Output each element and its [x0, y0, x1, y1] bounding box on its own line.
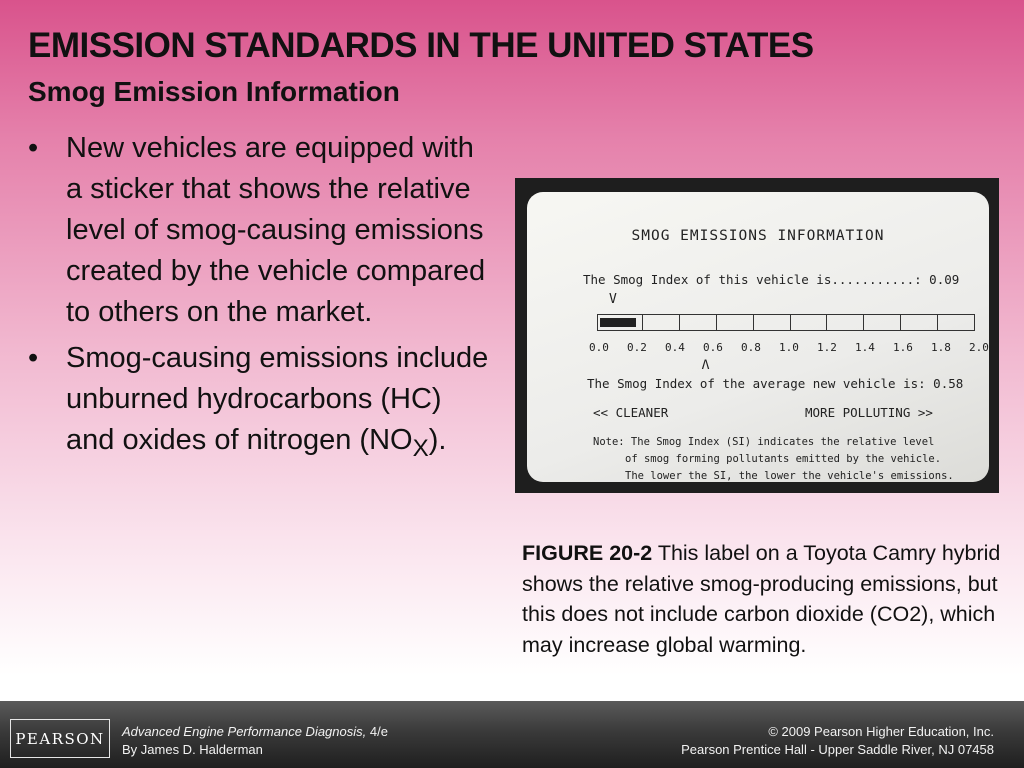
- smog-index-line: The Smog Index of this vehicle is...........: 0.09: [583, 272, 960, 287]
- footer-copyright: [681, 723, 994, 759]
- scale-segment: [901, 314, 938, 331]
- scale-tick: 0.6: [703, 341, 723, 354]
- smog-label-title: SMOG EMISSIONS INFORMATION: [631, 228, 885, 244]
- footer-bar: [0, 701, 1024, 768]
- footer-book-info: [122, 723, 388, 759]
- average-marker: Λ: [701, 358, 710, 373]
- vehicle-marker: V: [609, 292, 617, 307]
- scale-segment: [938, 314, 975, 331]
- figure-caption: [522, 538, 1002, 660]
- bullet-list: [28, 128, 498, 474]
- bullet-text-end: ).: [428, 424, 447, 456]
- bullet-text: New vehicles are equipped with a sticker that shows the relative level of smog-causing emissions created by the vehicle compared to others on the market.: [66, 132, 486, 328]
- book-title-line: [122, 723, 388, 741]
- scale-tick: 0.2: [627, 341, 647, 354]
- copyright-line: © 2009 Pearson Higher Education, Inc.: [768, 724, 994, 739]
- scale-tick: 0.4: [665, 341, 685, 354]
- scale-tick: 1.6: [893, 341, 913, 354]
- scale-tick: 1.2: [817, 341, 837, 354]
- scale-segment: [597, 314, 643, 331]
- scale-tick: 2.0: [969, 341, 989, 354]
- bullet-item: [28, 128, 498, 333]
- bullet-subscript: X: [412, 434, 429, 462]
- bullet-marker: •: [28, 342, 39, 374]
- scale-tick: 1.4: [855, 341, 875, 354]
- scale-segment: [791, 314, 828, 331]
- figure-caption-text: This label on a Toyota Camry hybrid shows the relative smog-producing emissions, but this does not include carbon dioxide (CO2), which may increase global warming.: [522, 541, 1001, 657]
- note-line: of smog forming pollutants emitted by the vehicle.: [625, 453, 942, 465]
- scale-segment: [680, 314, 717, 331]
- book-title: Advanced Engine Performance Diagnosis,: [122, 724, 367, 739]
- scale-tick: 0.8: [741, 341, 761, 354]
- scale-ticks: [589, 341, 989, 354]
- figure-number: FIGURE 20-2: [522, 541, 653, 565]
- slide-subtitle: Smog Emission Information: [28, 76, 400, 107]
- scale-segment: [864, 314, 901, 331]
- book-edition: 4/e: [366, 724, 388, 739]
- scale-tick: 1.0: [779, 341, 799, 354]
- note-line: The lower the SI, the lower the vehicle's emissions.: [625, 470, 954, 482]
- bullet-item: [28, 338, 498, 469]
- bullet-text-part: Smog-causing emissions include unburned hydrocarbons (HC) and oxides of nitrogen (NO: [66, 342, 489, 456]
- scale-segment: [643, 314, 680, 331]
- cleaner-label: << CLEANER: [593, 405, 669, 420]
- slide-title: EMISSION STANDARDS IN THE UNITED STATES: [28, 26, 814, 65]
- publisher-line: Pearson Prentice Hall - Upper Saddle River, NJ 07458: [681, 742, 994, 757]
- more-polluting-label: MORE POLLUTING >>: [805, 405, 933, 420]
- scale-tick: 1.8: [931, 341, 951, 354]
- note-line: Note: The Smog Index (SI) indicates the relative level: [593, 436, 935, 448]
- bullet-text: [66, 342, 489, 462]
- average-index-line: The Smog Index of the average new vehicle is: 0.58: [587, 376, 964, 391]
- scale-segment: [717, 314, 754, 331]
- book-author: By James D. Halderman: [122, 742, 263, 757]
- smog-label-card: [527, 192, 989, 482]
- scale-segment: [827, 314, 864, 331]
- bullet-marker: •: [28, 132, 39, 164]
- scale-tick: 0.0: [589, 341, 609, 354]
- smog-scale-bar: [597, 314, 975, 331]
- publisher-logo: PEARSON: [10, 719, 110, 758]
- scale-segment: [754, 314, 791, 331]
- smog-label-photo: [515, 178, 999, 493]
